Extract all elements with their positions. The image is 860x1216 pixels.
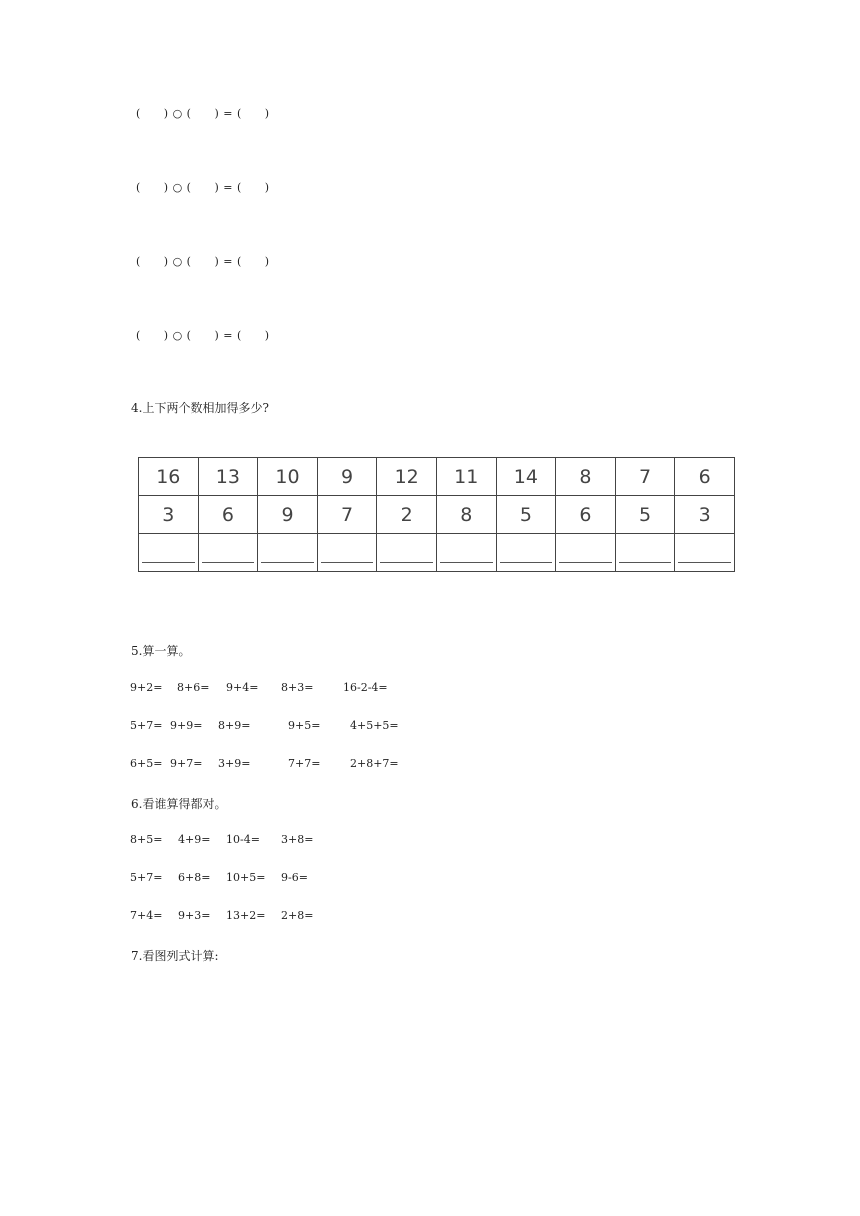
answer-blank[interactable]	[556, 534, 616, 572]
expression-row	[0, 833, 860, 849]
expression: 2+8+7=	[350, 757, 399, 770]
expression: 3+9=	[218, 757, 251, 770]
expression: 10-4=	[226, 833, 260, 846]
answer-blank[interactable]	[198, 534, 258, 572]
grid-cell: 10	[258, 458, 318, 496]
equation-line: ( ) ○ ( ) = ( )	[136, 255, 270, 268]
expression: 5+7=	[130, 719, 163, 732]
answer-blank[interactable]	[317, 534, 377, 572]
answer-blank[interactable]	[615, 534, 675, 572]
answer-blank[interactable]	[377, 534, 437, 572]
expression: 9+7=	[170, 757, 203, 770]
grid-cell: 11	[436, 458, 496, 496]
grid-cell: 8	[556, 458, 616, 496]
grid-cell: 9	[258, 496, 318, 534]
equation-line: ( ) ○ ( ) = ( )	[136, 107, 270, 120]
expression: 2+8=	[281, 909, 314, 922]
expression: 4+5+5=	[350, 719, 399, 732]
expression: 4+9=	[178, 833, 211, 846]
grid-cell: 3	[139, 496, 199, 534]
top-number-row	[139, 458, 735, 496]
expression: 8+9=	[218, 719, 251, 732]
answer-blank[interactable]	[675, 534, 735, 572]
expression-row	[0, 757, 860, 773]
expression: 7+7=	[288, 757, 321, 770]
addition-grid	[138, 457, 735, 568]
grid-cell: 7	[615, 458, 675, 496]
expression-row	[0, 909, 860, 925]
expression: 9+4=	[226, 681, 259, 694]
expression: 9+5=	[288, 719, 321, 732]
answer-blank[interactable]	[139, 534, 199, 572]
grid-cell: 14	[496, 458, 556, 496]
grid-cell: 12	[377, 458, 437, 496]
expression: 8+5=	[130, 833, 163, 846]
expression-row	[0, 871, 860, 887]
expression: 6+5=	[130, 757, 163, 770]
grid-cell: 6	[556, 496, 616, 534]
question-5-title: 5.算一算。	[131, 644, 191, 658]
expression: 6+8=	[178, 871, 211, 884]
expression: 9-6=	[281, 871, 308, 884]
grid-cell: 8	[436, 496, 496, 534]
answer-blank[interactable]	[436, 534, 496, 572]
expression: 9+3=	[178, 909, 211, 922]
bottom-number-row	[139, 496, 735, 534]
question-6-title: 6.看谁算得都对。	[131, 797, 227, 811]
expression: 9+2=	[130, 681, 163, 694]
question-4-title: 4.上下两个数相加得多少?	[131, 401, 269, 415]
expression: 16-2-4=	[343, 681, 388, 694]
grid-cell: 5	[496, 496, 556, 534]
expression-row	[0, 719, 860, 735]
question-7-title: 7.看图列式计算:	[131, 949, 219, 963]
grid-cell: 16	[139, 458, 199, 496]
equation-line: ( ) ○ ( ) = ( )	[136, 181, 270, 194]
grid-cell: 13	[198, 458, 258, 496]
answer-blank[interactable]	[496, 534, 556, 572]
equation-line: ( ) ○ ( ) = ( )	[136, 329, 270, 342]
answer-blank[interactable]	[258, 534, 318, 572]
grid-cell: 2	[377, 496, 437, 534]
grid-cell: 6	[675, 458, 735, 496]
expression: 8+3=	[281, 681, 314, 694]
expression: 9+9=	[170, 719, 203, 732]
expression: 7+4=	[130, 909, 163, 922]
grid-cell: 3	[675, 496, 735, 534]
expression: 13+2=	[226, 909, 266, 922]
grid-cell: 7	[317, 496, 377, 534]
expression: 3+8=	[281, 833, 314, 846]
grid-cell: 6	[198, 496, 258, 534]
expression: 10+5=	[226, 871, 266, 884]
expression-row	[0, 681, 860, 697]
grid-cell: 5	[615, 496, 675, 534]
expression: 8+6=	[177, 681, 210, 694]
expression: 5+7=	[130, 871, 163, 884]
answer-row	[139, 534, 735, 572]
grid-cell: 9	[317, 458, 377, 496]
